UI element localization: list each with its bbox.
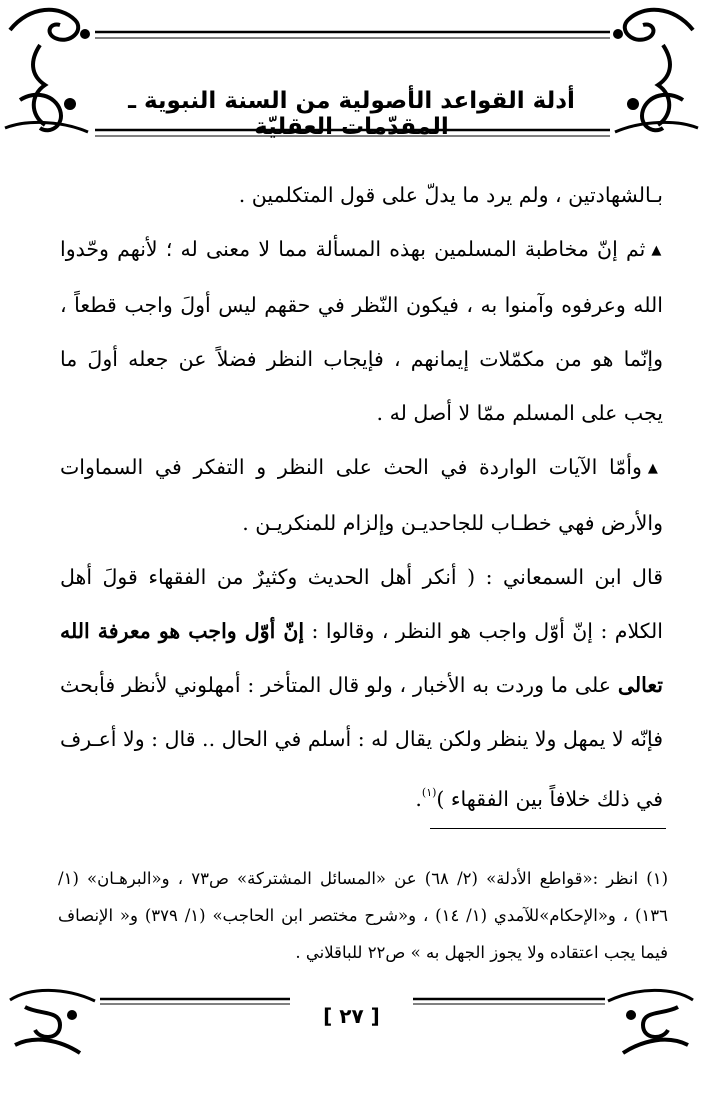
triangle-bullet-icon: ▲ — [647, 461, 663, 476]
triangle-bullet-icon: ▲ — [651, 243, 663, 258]
running-header-title: أدلة القواعد الأصولية من السنة النبوية ـ المقدّمات العقليّة — [128, 88, 575, 140]
bottom-right-flourish-icon — [608, 990, 693, 1053]
quote-paragraph: قال ابن السمعاني : ( أنكر أهل الحديث وكثيرٌ من الفقهاء قولَ أهل الكلام : إنّ أوّل واجب هو النظر ، وقالوا : إنّ أوّل واجب هو معرفة الله تعالى على ما وردت به الأخبار ، ولو قال المتأخر : أمهلوني لأنظر فأبحث فإنّه لا يمهل ولا ينظر ولكن يقال له : أسلم في الحال .. قال : ولا أعـرف في ذلك خلافاً بين الفقهاء )$^{(١)}$. — [60, 565, 663, 811]
footnote-ref[interactable]: (١) — [421, 786, 437, 799]
footnotes — [58, 860, 668, 971]
top-left-flourish-icon — [5, 10, 90, 132]
paragraph-1: بـالشهادتين ، ولم يرد ما يدلّ على قول المتكلمين . — [238, 183, 663, 207]
quote-bold-phrase: إنّ أوّل واجب هو معرفة الله تعالى — [60, 619, 663, 697]
footnote-1: (١) انظر :«قواطع الأدلة» (٢/ ٦٨) عن «المسائل المشتركة» ص٧٣ ، و«البرهـان» (١/ ١٣٦) ، و«الإحكام»للآمدي (١/ ١٤) ، و«شرح مختصر ابن الحاجب» (١/ ٣٧٩) و« الإنصاف فيما يجب اعتقاده ولا يجوز الجهل به » ص٢٢ للباقلاني . — [58, 869, 669, 962]
paragraph-3: ▲وأمّا الآيات الواردة في الحث على النظر و التفكر في السماوات والأرض فهي خطـاب للجاحديـن وإلزام للمنكريـن . — [60, 455, 663, 535]
footnote-separator — [430, 828, 666, 829]
paragraph-2: ▲ثم إنّ مخاطبة المسلمين بهذه المسألة مما لا معنى له ؛ لأنهم وحّدوا الله وعرفوه وآمنوا به ، فيكون النّظر في حقهم ليس أولَ واجب قطعاً ، وإنّما هو من مكمّلات إيمانهم ، فإيجاب النظر فضلاً عن جعله أولَ ما يجب على المسلم ممّا لا أصل له . — [60, 237, 663, 425]
page-number: [ ٢٧ ] — [323, 1004, 380, 1028]
main-text — [60, 168, 663, 826]
top-right-flourish-icon — [613, 10, 698, 132]
bottom-left-flourish-icon — [10, 990, 95, 1053]
